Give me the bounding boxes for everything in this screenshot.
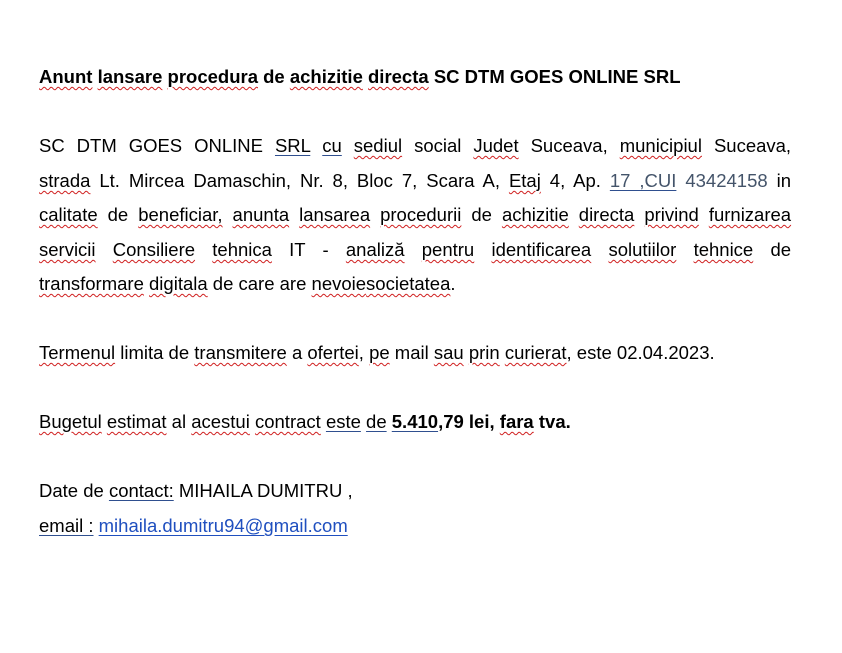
cui-number: 43424158 xyxy=(685,170,768,191)
contact-name: MIHAILA DUMITRU , xyxy=(178,480,353,501)
budget-amount: 5.410 xyxy=(391,411,439,432)
announcement-title xyxy=(39,66,791,88)
title-word: de xyxy=(263,66,285,87)
email-line: email : mihaila.dumitru94@gmail.com xyxy=(39,515,348,536)
budget-text: Bugetul estimat al acestui contract este de 5.410,79 lei, fara tva. xyxy=(39,411,571,432)
title-word: achizitie xyxy=(289,66,363,87)
body-line-4: servicii Consiliere tehnica IT - analiză pentru identificarea solutiilor tehnice de xyxy=(39,239,792,260)
title-word: Anunt xyxy=(39,66,93,87)
title-word: lansare xyxy=(97,66,163,87)
company-name: SC DTM GOES ONLINE SRL xyxy=(433,66,681,87)
body-line-1: SC DTM GOES ONLINE SRL cu sediul social Judet Suceava, municipiul Suceava, xyxy=(39,135,792,156)
body-line-2: strada Lt. Mircea Damaschin, Nr. 8, Bloc 7, Scara A, Etaj 4, Ap. 17 ,CUI 43424158 in xyxy=(39,170,792,191)
email-link[interactable]: mihaila.dumitru94@gmail.com xyxy=(98,515,348,536)
title-word: procedura xyxy=(167,66,258,87)
body-line-3: calitate de beneficiar, anunta lansarea procedurii de achizitie directa privind furnizarea xyxy=(39,204,792,225)
body-line-5: transformare digitala de care are nevoiesocietatea. xyxy=(39,273,456,294)
contact-line: Date de contact: MIHAILA DUMITRU , xyxy=(39,480,353,501)
deadline-text: Termenul limita de transmitere a ofertei, pe mail sau prin curierat, este 02.04.2023. xyxy=(39,342,715,363)
cui-label: 17 ,CUI xyxy=(609,170,677,191)
title-word: directa xyxy=(368,66,429,87)
